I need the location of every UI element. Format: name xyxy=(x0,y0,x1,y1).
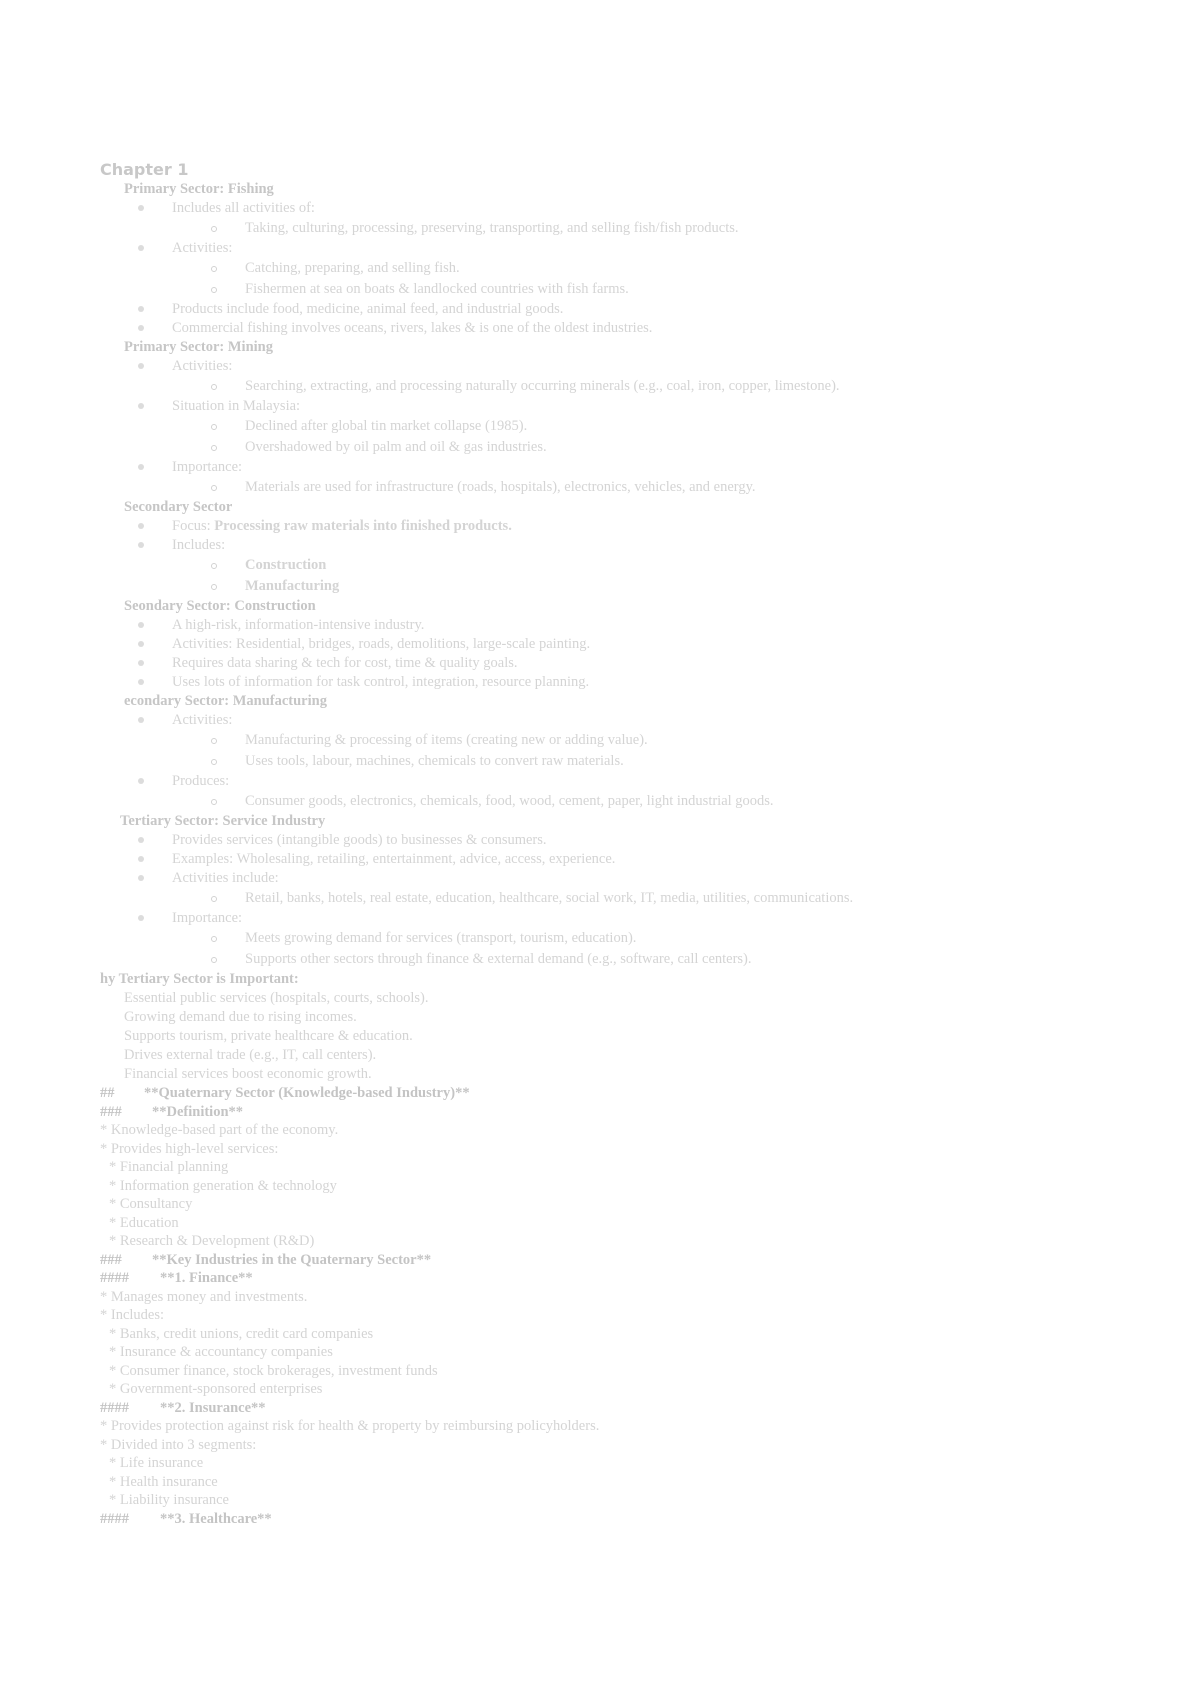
bullet-circle-icon xyxy=(211,485,217,491)
bullet-circle-icon xyxy=(211,957,217,963)
list-item: * Knowledge-based part of the economy. xyxy=(100,1122,339,1138)
section-heading-why-tertiary: hy Tertiary Sector is Important: xyxy=(100,971,299,987)
list-item: * Information generation & technology xyxy=(109,1177,337,1194)
list-item: Manufacturing xyxy=(100,576,1140,597)
heading-key-industries: ### **Key Industries in the Quaternary Sector** xyxy=(100,1251,432,1268)
bullet-circle-icon xyxy=(211,799,217,805)
list-item: Searching, extracting, and processing naturally occurring minerals (e.g., coal, iron, copper, limestone). xyxy=(100,376,1140,397)
list-item: Construction xyxy=(100,555,1140,576)
bullet-dot-icon xyxy=(138,679,144,685)
list-item: Uses lots of information for task control, integration, resource planning. xyxy=(100,673,1140,692)
section-heading-secondary: Secondary Sector xyxy=(124,499,233,515)
bullet-dot-icon xyxy=(138,622,144,628)
list-item: * Includes: xyxy=(100,1307,165,1323)
list-item: * Research & Development (R&D) xyxy=(109,1233,315,1249)
section-heading-manufacturing: econdary Sector: Manufacturing xyxy=(124,693,327,709)
list-item: Importance: xyxy=(100,458,1140,477)
heading-definition: ### **Definition** xyxy=(100,1103,244,1120)
list-item: Commercial fishing involves oceans, rivers, lakes & is one of the oldest industries. xyxy=(100,319,1140,338)
section-heading-fishing: Primary Sector: Fishing xyxy=(124,181,274,197)
bullet-dot-icon xyxy=(138,245,144,251)
list-item: Examples: Wholesaling, retailing, entertainment, advice, access, experience. xyxy=(100,850,1140,869)
heading-healthcare: #### **3. Healthcare** xyxy=(100,1510,272,1527)
list-item: Overshadowed by oil palm and oil & gas industries. xyxy=(100,437,1140,458)
bullet-dot-icon xyxy=(138,856,144,862)
bullet-circle-icon xyxy=(211,738,217,744)
section-heading-construction: Seondary Sector: Construction xyxy=(124,598,316,614)
bullet-dot-icon xyxy=(138,523,144,529)
list-item: Includes all activities of: xyxy=(100,199,1140,218)
bullet-circle-icon xyxy=(211,584,217,590)
bullet-circle-icon xyxy=(211,759,217,765)
bullet-dot-icon xyxy=(138,660,144,666)
list-item: * Financial planning xyxy=(109,1159,229,1175)
list-item: * Education xyxy=(109,1214,179,1231)
list-item: * Manages money and investments. xyxy=(100,1288,308,1305)
bullet-circle-icon xyxy=(211,936,217,942)
list-item: Catching, preparing, and selling fish. xyxy=(100,258,1140,279)
bullet-circle-icon xyxy=(211,384,217,390)
list-item: Materials are used for infrastructure (roads, hospitals), electronics, vehicles, and energy. xyxy=(100,477,1140,498)
list-item: Uses tools, labour, machines, chemicals to convert raw materials. xyxy=(100,751,1140,772)
bullet-circle-icon xyxy=(211,226,217,232)
heading-finance: #### **1. Finance** xyxy=(100,1270,253,1286)
list-item: Declined after global tin market collapse (1985). xyxy=(100,416,1140,437)
bullet-dot-icon xyxy=(138,875,144,881)
list-item: Supports tourism, private healthcare & education. xyxy=(124,1028,413,1044)
list-item: Activities: xyxy=(100,711,1140,730)
bullet-dot-icon xyxy=(138,205,144,211)
list-item: Activities: xyxy=(100,357,1140,376)
bullet-dot-icon xyxy=(138,325,144,331)
list-item: Taking, culturing, processing, preserving, transporting, and selling fish/fish products. xyxy=(100,218,1140,239)
bullet-dot-icon xyxy=(138,641,144,647)
list-item: Manufacturing & processing of items (creating new or adding value). xyxy=(100,730,1140,751)
section-heading-mining: Primary Sector: Mining xyxy=(124,339,273,355)
heading-insurance: #### **2. Insurance** xyxy=(100,1399,266,1416)
list-item: * Life insurance xyxy=(109,1455,204,1471)
bullet-dot-icon xyxy=(138,837,144,843)
list-item: * Liability insurance xyxy=(109,1492,229,1508)
bullet-dot-icon xyxy=(138,542,144,548)
bullet-circle-icon xyxy=(211,445,217,451)
list-item: * Provides protection against risk for health & property by reimbursing policyholders. xyxy=(100,1418,600,1434)
list-item: * Provides high-level services: xyxy=(100,1140,279,1157)
list-item: * Government-sponsored enterprises xyxy=(109,1381,323,1397)
bullet-dot-icon xyxy=(138,363,144,369)
list-item: Financial services boost economic growth. xyxy=(124,1066,372,1082)
bullet-dot-icon xyxy=(138,464,144,470)
list-item: Importance: xyxy=(100,909,1140,928)
bullet-circle-icon xyxy=(211,287,217,293)
bullet-dot-icon xyxy=(138,403,144,409)
bullet-dot-icon xyxy=(138,915,144,921)
bullet-circle-icon xyxy=(211,266,217,272)
list-item: Consumer goods, electronics, chemicals, food, wood, cement, paper, light industrial goods. xyxy=(100,791,1140,812)
list-item: * Banks, credit unions, credit card companies xyxy=(109,1325,374,1342)
list-item: Includes: xyxy=(100,536,1140,555)
bullet-circle-icon xyxy=(211,563,217,569)
bullet-dot-icon xyxy=(138,778,144,784)
list-item: * Consultancy xyxy=(109,1196,193,1212)
list-item: * Divided into 3 segments: xyxy=(100,1436,257,1453)
section-heading-tertiary: Tertiary Sector: Service Industry xyxy=(120,813,326,829)
bullet-dot-icon xyxy=(138,717,144,723)
list-item: Situation in Malaysia: xyxy=(100,397,1140,416)
list-item: Growing demand due to rising incomes. xyxy=(124,1009,357,1025)
list-item: Provides services (intangible goods) to businesses & consumers. xyxy=(100,831,1140,850)
list-item: Requires data sharing & tech for cost, time & quality goals. xyxy=(100,654,1140,673)
list-item: Fishermen at sea on boats & landlocked countries with fish farms. xyxy=(100,279,1140,300)
heading-quaternary: ## **Quaternary Sector (Knowledge-based Industry)** xyxy=(100,1085,470,1101)
bullet-circle-icon xyxy=(211,424,217,430)
list-item: * Consumer finance, stock brokerages, investment funds xyxy=(109,1362,438,1379)
bullet-circle-icon xyxy=(211,896,217,902)
list-item: Retail, banks, hotels, real estate, education, healthcare, social work, IT, media, utilities, communications. xyxy=(100,888,1140,909)
list-item: Activities: xyxy=(100,239,1140,258)
list-item: Supports other sectors through finance & external demand (e.g., software, call centers). xyxy=(100,949,1140,970)
list-item: Drives external trade (e.g., IT, call centers). xyxy=(124,1047,377,1063)
list-item: A high-risk, information-intensive industry. xyxy=(100,616,1140,635)
list-item: Activities: Residential, bridges, roads, demolitions, large-scale painting. xyxy=(100,635,1140,654)
list-item: Activities include: xyxy=(100,869,1140,888)
list-item: Meets growing demand for services (transport, tourism, education). xyxy=(100,928,1140,949)
document-body xyxy=(100,160,1140,1528)
list-item: Products include food, medicine, animal feed, and industrial goods. xyxy=(100,300,1140,319)
chapter-title: Chapter 1 xyxy=(100,160,189,179)
list-item: Essential public services (hospitals, courts, schools). xyxy=(124,990,429,1006)
bullet-dot-icon xyxy=(138,306,144,312)
list-item: Produces: xyxy=(100,772,1140,791)
list-item: * Insurance & accountancy companies xyxy=(109,1344,333,1360)
list-item: Focus: Processing raw materials into finished products. xyxy=(100,517,1140,536)
list-item: * Health insurance xyxy=(109,1473,218,1490)
